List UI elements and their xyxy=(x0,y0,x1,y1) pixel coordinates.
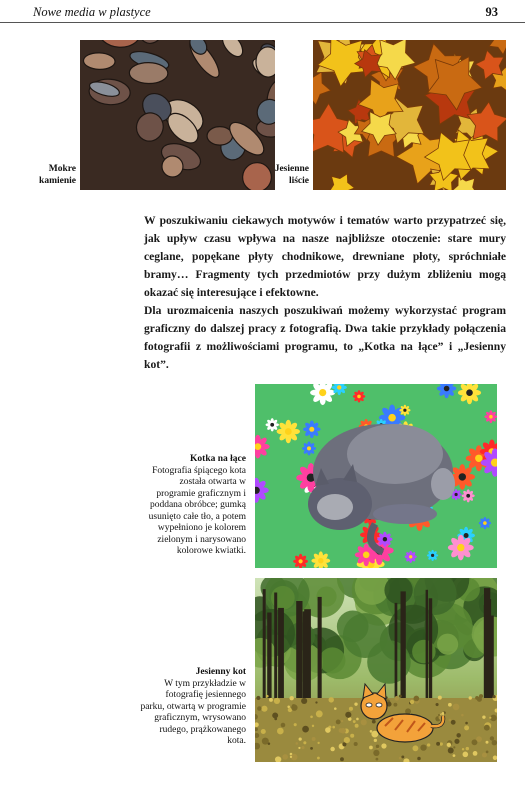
stones-illustration xyxy=(80,40,275,190)
caption-autumn-park-text: W tym przykładzie w fotografię jesiennego parku, otwartą w programie graficznym, wrysowano rudego, prążkowanego kota. xyxy=(140,678,246,746)
caption-autumn-park xyxy=(140,667,246,748)
caption-autumn-leaves-text: Jesienne liście xyxy=(274,164,309,186)
leaves-illustration xyxy=(313,40,506,190)
caption-autumn-leaves xyxy=(258,164,309,187)
running-header xyxy=(0,0,525,23)
page-number: 93 xyxy=(485,5,498,19)
cat-meadow-illustration xyxy=(255,384,497,568)
photo-autumn-park xyxy=(255,578,497,762)
caption-cat-meadow xyxy=(140,454,246,558)
caption-wet-stones-text: Mokre kamienie xyxy=(39,164,76,186)
photo-wet-stones xyxy=(80,40,275,190)
caption-wet-stones xyxy=(20,164,76,187)
header-title: Nowe media w plastyce xyxy=(33,5,151,19)
photo-autumn-leaves xyxy=(313,40,506,190)
body-paragraph-2: Dla urozmaicenia naszych poszukiwań możemy wykorzystać program graficzny do dalszej pracy z fotografią. Dwa takie przykłady połączenia fotografii z możliwościami programu, to „Kotka na łące” i „Jesienny kot”. xyxy=(144,304,506,371)
photo-cat-on-meadow xyxy=(255,384,497,568)
caption-autumn-park-title: Jesienny kot xyxy=(195,667,246,677)
caption-cat-meadow-text: Fotografia śpiącego kota została otwarta w programie graficznym i poddana obróbce; gumką usunięto całe tło, a potem wypełniono je kolorem zielonym i narysowano kolorowe kwiatki. xyxy=(148,465,246,556)
body-text xyxy=(144,212,506,374)
body-paragraph-1: W poszukiwaniu ciekawych motywów i tematów warto przypatrzeć się, jak upływ czasu wpływa na nasze najbliższe otoczenie: stare mury ceglane, popękane płyty chodnikowe, drewniane płoty, spróchniałe bramy… Fragmenty tych przedmiotów przy dużym zbliżeniu mogą okazać się interesujące i efektowne. xyxy=(144,214,506,299)
park-illustration xyxy=(255,578,497,762)
caption-cat-meadow-title: Kotka na łące xyxy=(190,454,246,464)
